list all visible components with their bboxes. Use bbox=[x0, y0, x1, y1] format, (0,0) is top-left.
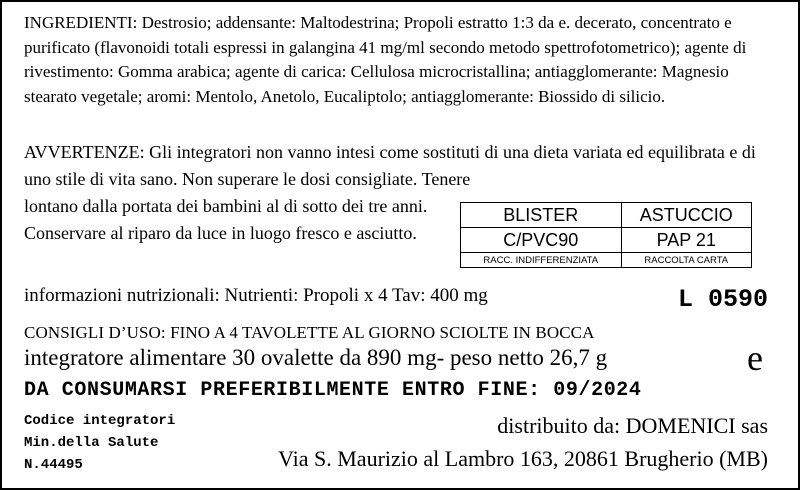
distributor-name: distribuito da: DOMENICI sas bbox=[497, 413, 768, 438]
packaging-disposal-table bbox=[460, 202, 752, 268]
estimated-sign-icon: e bbox=[747, 338, 763, 378]
warnings-heading: AVVERTENZE: bbox=[24, 142, 145, 162]
astuccio-disposal: RACCOLTA CARTA bbox=[621, 253, 751, 268]
blister-material: C/PVC90 bbox=[461, 228, 622, 253]
blister-title: BLISTER bbox=[461, 203, 622, 228]
ministry-code-line1: Codice integratori bbox=[24, 413, 176, 429]
warnings-paragraph bbox=[24, 139, 784, 193]
nutrition-info: informazioni nutrizionali: Nutrienti: Propoli x 4 Tav: 400 mg bbox=[24, 285, 488, 306]
usage-instructions: CONSIGLI D’USO: FINO A 4 TAVOLETTE AL GIORNO SCIOLTE IN BOCCA bbox=[24, 323, 595, 342]
ministry-code-number: N.44495 bbox=[24, 457, 83, 473]
warnings-text: Gli integratori non vanno intesi come sostituti di una dieta variata ed equilibrata e di uno stile di vita sano. Non superare le dosi consigliate. Tenere bbox=[24, 142, 756, 189]
ministry-code-line2: Min.della Salute bbox=[24, 435, 159, 451]
lot-number: L 0590 bbox=[677, 285, 768, 314]
distributor-address: Via S. Maurizio al Lambro 163, 20861 Brugherio (MB) bbox=[278, 446, 768, 471]
expiry-date: DA CONSUMARSI PREFERIBILMENTE ENTRO FINE: 09/2024 bbox=[24, 379, 642, 402]
blister-disposal: RACC. INDIFFERENZIATA bbox=[461, 253, 622, 268]
astuccio-material: PAP 21 bbox=[621, 228, 751, 253]
ingredients-text: Destrosio; addensante: Maltodestrina; Propoli estratto 1:3 da e. decerato, concentrato e purificato (flavonoidi totali espressi in galangina 41 mg/ml secondo metodo spettrofotometrico); agente di rivestimento: Gomma arabica; agente di carica: Cellulosa microcristallina; antiagglomerante: Magnesio stearato vegetale; aromi: Mentolo, Anetolo, Eucaliptolo; antiagglomerante: Biossido di silicio. bbox=[24, 13, 747, 106]
product-line: integratore alimentare 30 ovalette da 890 mg- peso netto 26,7 g bbox=[24, 345, 608, 370]
astuccio-title: ASTUCCIO bbox=[621, 203, 751, 228]
ingredients-heading: INGREDIENTI: bbox=[24, 13, 138, 32]
warnings-paragraph-continued: lontano dalla portata dei bambini al di sotto dei tre anni. Conservare al riparo da luce in luogo fresco e asciutto. bbox=[24, 196, 428, 243]
ingredients-paragraph bbox=[24, 11, 784, 109]
